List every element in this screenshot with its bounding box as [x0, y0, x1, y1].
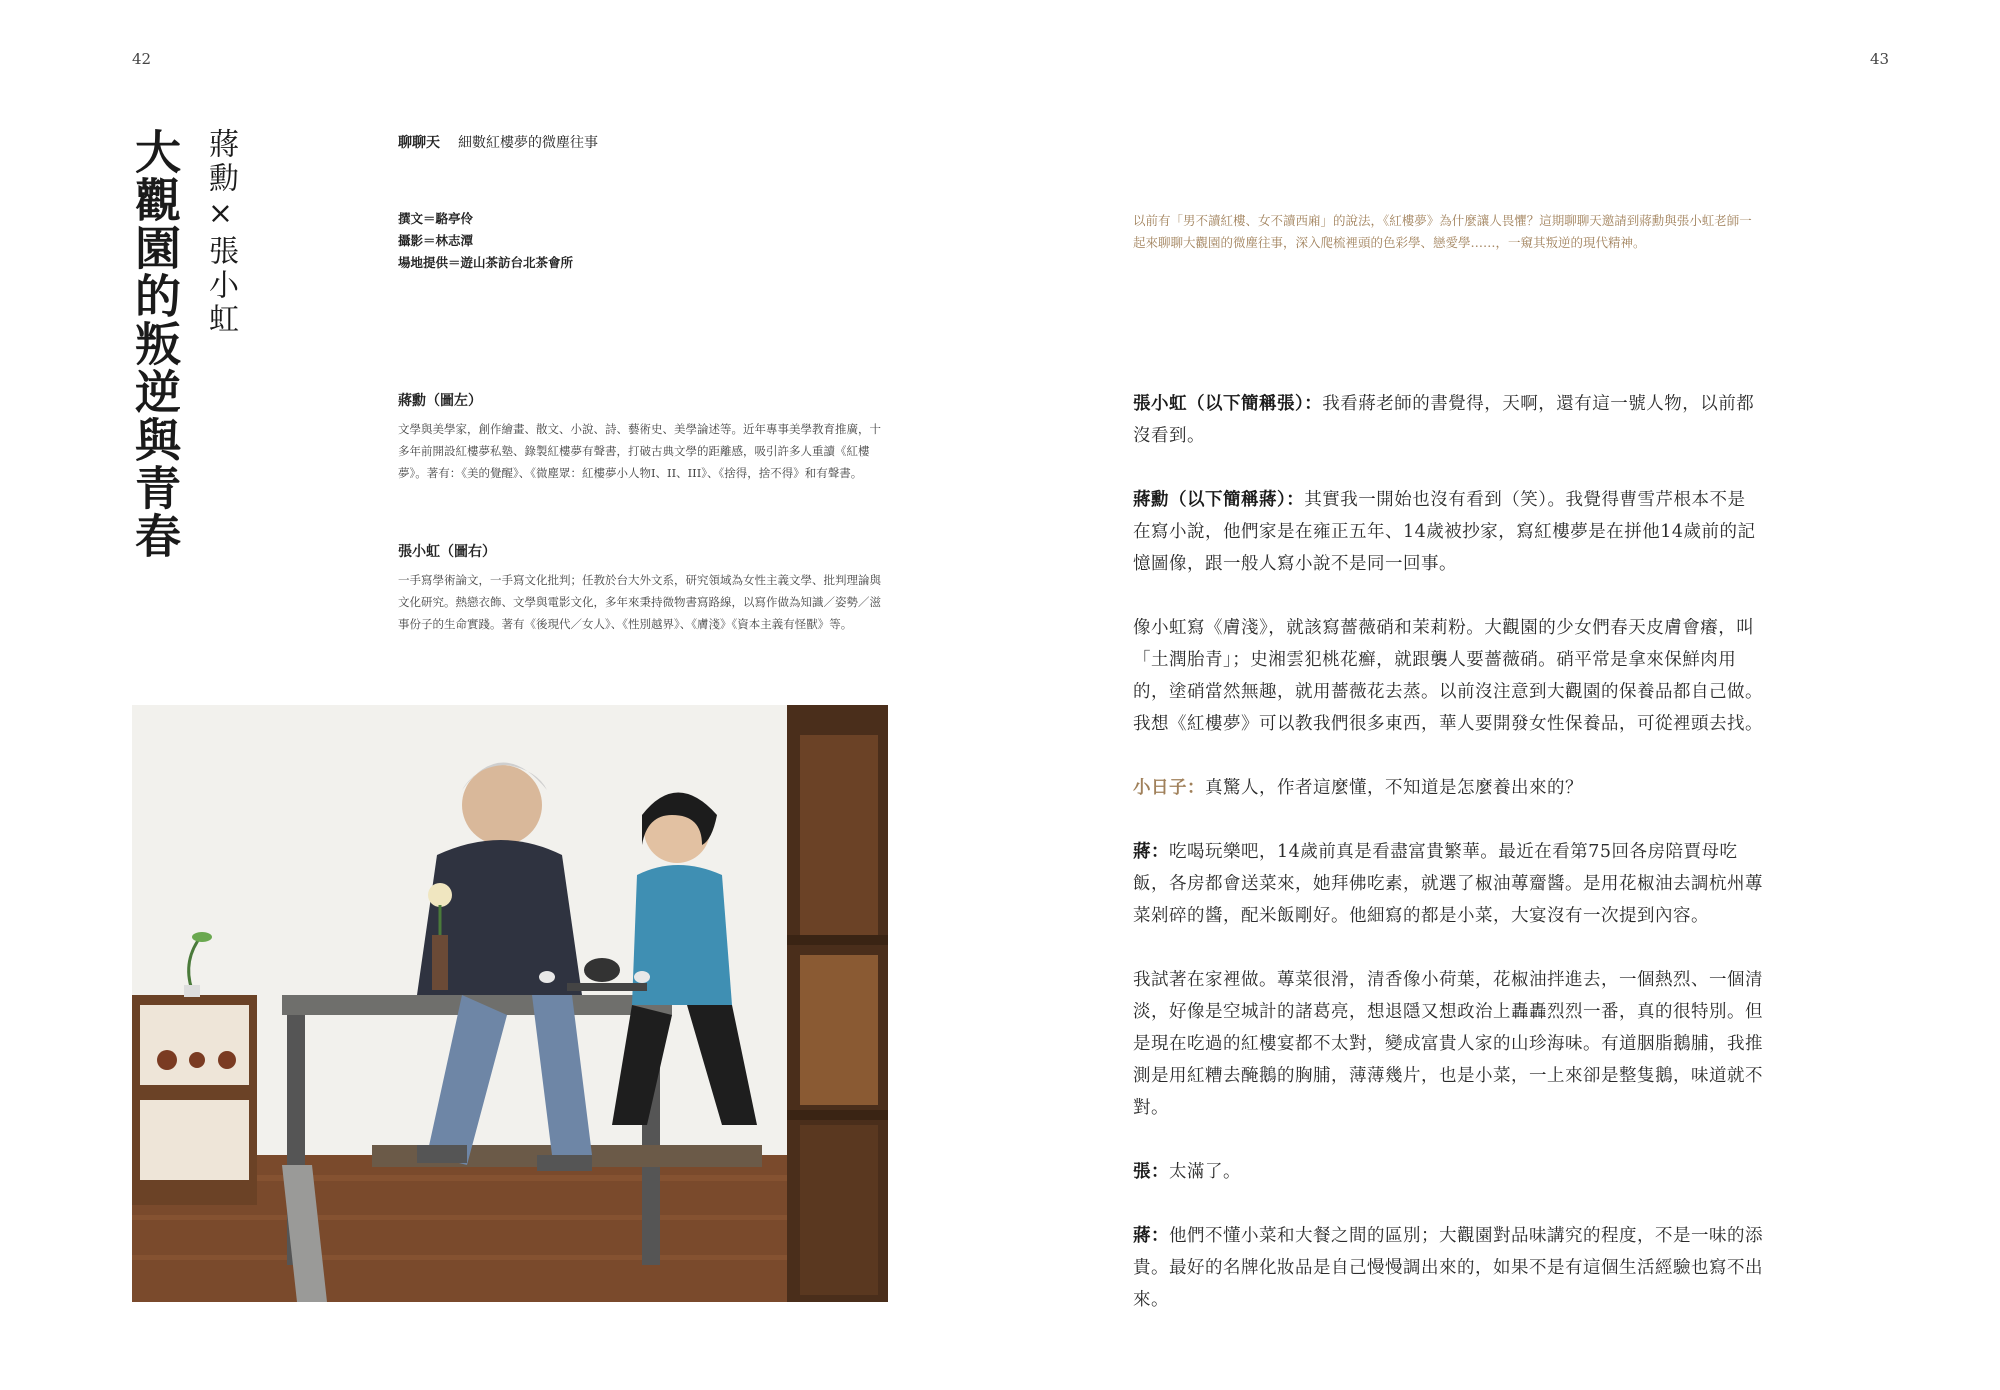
intro-paragraph: 以前有「男不讀紅樓、女不讀西廂」的說法，《紅樓夢》為什麼讓人畏懼？這期聊聊天邀請到蔣勳與張小虹老師一起來聊聊大觀園的微塵往事，深入爬梳裡頭的色彩學、戀愛學……，一窺其叛逆的現代精神。	[1133, 213, 1752, 250]
dialogue-text: 吃喝玩樂吧，14歲前真是看盡富貴繁華。最近在看第75回各房陪賈母吃飯，各房都會送菜來，她拜佛吃素，就選了椒油蓴齏醬。是用花椒油去調杭州蓴菜剁碎的醬，配米飯剛好。他細寫的都是小菜，大宴沒有一次提到內容。	[1133, 842, 1763, 926]
dialogue-text: 他們不懂小菜和大餐之間的區別；大觀園對品味講究的程度，不是一味的添貴。最好的名牌化妝品是自己慢慢調出來的，如果不是有這個生活經驗也寫不出來。	[1133, 1226, 1763, 1310]
bio-text: 文學與美學家，創作繪畫、散文、小說、詩、藝術史、美學論述等。近年專事美學教育推廣，十多年前開設紅樓夢私塾、錄製紅樓夢有聲書，打破古典文學的距離感，吸引許多人重讀《紅樓夢》。著有：《美的覺醒》、《微塵眾：紅樓夢小人物I、II、III》、《捨得，捨不得》和有聲書。	[398, 422, 881, 480]
dialogue-text: 其實我一開始也沒有看到（笑）。我覺得曹雪芹根本不是在寫小說，他們家是在雍正五年、14歲被抄家，寫紅樓夢是在拼他14歲前的記憶圖像，跟一般人寫小說不是同一回事。	[1133, 490, 1756, 574]
speaker-label: 蔣：	[1133, 1226, 1169, 1246]
credits	[398, 208, 573, 274]
column-label	[398, 132, 598, 152]
dialogue-paragraph	[1133, 1220, 1763, 1316]
bio-jiang-xun	[398, 390, 888, 484]
right-page	[1000, 0, 2000, 1390]
speaker-label: 蔣勳（以下簡稱蔣）：	[1133, 490, 1305, 510]
speaker-label: 張：	[1133, 1162, 1169, 1182]
dialogue-paragraph	[1133, 772, 1763, 804]
subtitle-name-a: 蔣勳	[203, 128, 238, 196]
subtitle-cross: ×	[203, 196, 238, 235]
subtitle-name-b: 張小虹	[203, 235, 238, 337]
dialogue-paragraph	[1133, 1156, 1763, 1188]
article-title: 大觀園的叛逆與青春	[128, 128, 182, 560]
dialogue-paragraph	[1133, 484, 1763, 580]
dialogue-paragraph	[1133, 836, 1763, 932]
dialogue-paragraph	[1133, 388, 1763, 452]
bio-name: 張小虹（圖右）	[398, 544, 496, 560]
dialogue-text: 太滿了。	[1169, 1162, 1241, 1182]
dialogue-text: 像小虹寫《膚淺》，就該寫薔薇硝和茉莉粉。大觀園的少女們春天皮膚會癢，叫「土潤胎青」；史湘雲犯桃花癬，就跟襲人要薔薇硝。硝平常是拿來保鮮肉用的，塗硝當然無趣，就用薔薇花去蒸。以前沒注意到大觀園的保養品都自己做。我想《紅樓夢》可以教我們很多東西，華人要開發女性保養品，可從裡頭去找。	[1133, 618, 1763, 734]
speaker-label: 蔣：	[1133, 842, 1169, 862]
speaker-label: 張小虹（以下簡稱張）：	[1133, 394, 1323, 414]
column-name: 聊聊天	[398, 135, 440, 151]
credit-writer: 撰文＝駱亭伶	[398, 211, 474, 226]
dialogue-body	[1133, 388, 1763, 1348]
dialogue-paragraph	[1133, 964, 1763, 1124]
bio-text: 一手寫學術論文，一手寫文化批判；任教於台大外文系，研究領域為女性主義文學、批判理論與文化研究。熱戀衣飾、文學與電影文化，多年來秉持微物書寫路線，以寫作做為知識／姿勢／滋事份子的生命實踐。著有《後現代／女人》、《性別越界》、《膚淺》《資本主義有怪獸》等。	[398, 573, 881, 631]
bio-zhang-xiaohong	[398, 541, 888, 635]
page-number-left: 42	[132, 50, 152, 68]
page-number-right: 43	[1870, 50, 1890, 68]
speaker-label-host: 小日子：	[1133, 778, 1205, 798]
article-subtitle	[198, 128, 242, 337]
dialogue-text: 真驚人，作者這麼懂，不知道是怎麼養出來的？	[1205, 778, 1583, 798]
dialogue-text: 我看蔣老師的書覺得，天啊，還有這一號人物，以前都沒看到。	[1133, 394, 1755, 446]
dialogue-paragraph	[1133, 612, 1763, 740]
interview-photo	[132, 705, 888, 1302]
bio-name: 蔣勳（圖左）	[398, 393, 482, 409]
credit-venue: 場地提供＝遊山茶訪台北茶會所	[398, 255, 574, 270]
credit-photographer: 攝影＝林志潭	[398, 233, 474, 248]
column-topic: 細數紅樓夢的微塵往事	[458, 135, 598, 151]
dialogue-text: 我試著在家裡做。蓴菜很滑，清香像小荷葉，花椒油拌進去，一個熱烈、一個清淡，好像是空城計的諸葛亮，想退隱又想政治上轟轟烈烈一番，真的很特別。但是現在吃過的紅樓宴都不太對，變成富貴人家的山珍海味。有道胭脂鵝脯，我推測是用紅糟去醃鵝的胸脯，薄薄幾片，也是小菜，一上來卻是整隻鵝，味道就不對。	[1133, 970, 1763, 1118]
